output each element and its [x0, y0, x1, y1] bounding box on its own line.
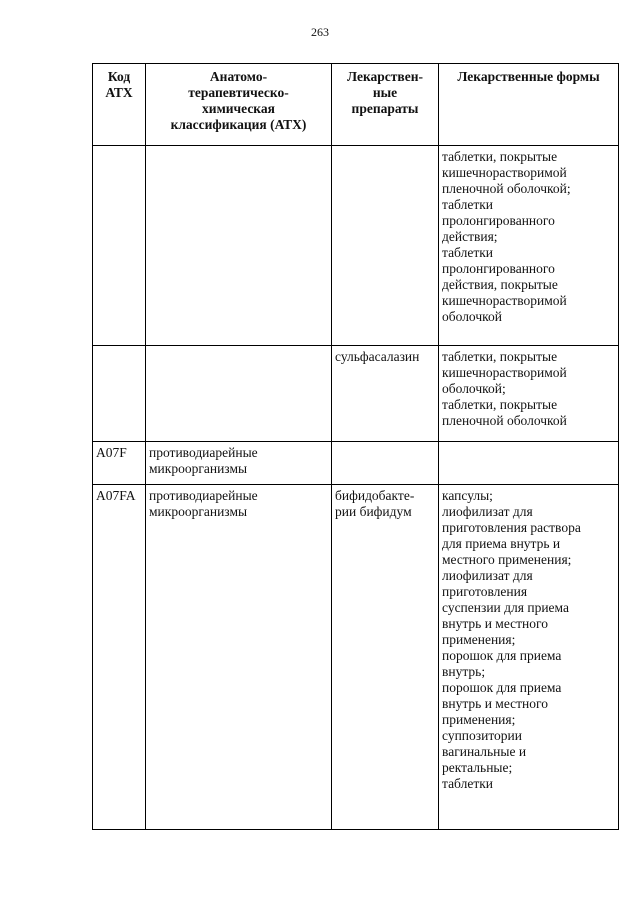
dosage-forms-cell	[439, 485, 619, 830]
atc-drug-table	[92, 63, 619, 830]
dosage-forms-cell	[439, 346, 619, 442]
cell-text-line: действия, покрытые	[442, 277, 558, 292]
cell-text-line: таблетки	[442, 776, 494, 791]
cell-text-line: АТХ	[105, 85, 133, 100]
table-row	[93, 442, 619, 485]
cell-text-line: для приема внутрь и	[442, 536, 561, 551]
cell-text-line: Лекарствен-	[347, 69, 423, 84]
cell-text-line: противодиарейные	[149, 445, 258, 460]
cell-text-line: капсулы;	[442, 488, 493, 503]
cell-text-line: пролонгированного	[442, 213, 555, 228]
classification-cell	[146, 485, 332, 830]
cell-text-line: A07FA	[96, 488, 136, 503]
cell-text-line: препараты	[351, 101, 419, 116]
cell-text-line: применения;	[442, 712, 516, 727]
cell-text-line: внутрь и местного	[442, 616, 548, 631]
classification-cell	[146, 442, 332, 485]
cell-text-line: пролонгированного	[442, 261, 555, 276]
atc-code-cell	[93, 146, 146, 346]
drug-cell	[332, 346, 439, 442]
atc-code-cell	[93, 442, 146, 485]
header-drugs	[332, 64, 439, 146]
cell-text-line: микроорганизмы	[149, 504, 248, 519]
dosage-forms-cell	[439, 146, 619, 346]
table-header-row	[93, 64, 619, 146]
cell-text-line: рии бифидум	[335, 504, 412, 519]
header-atc-code	[93, 64, 146, 146]
cell-text-line: действия;	[442, 229, 498, 244]
cell-text-line: Лекарственные формы	[457, 69, 600, 84]
drug-cell	[332, 442, 439, 485]
header-dosage-forms	[439, 64, 619, 146]
cell-text-line: внутрь;	[442, 664, 486, 679]
cell-text-line: таблетки, покрытые	[442, 349, 558, 364]
cell-text-line: пленочной оболочкой	[442, 413, 567, 428]
cell-text-line: кишечнорастворимой	[442, 165, 567, 180]
cell-text-line: порошок для приема	[442, 648, 562, 663]
cell-text-line: ные	[372, 85, 398, 100]
cell-text-line: внутрь и местного	[442, 696, 548, 711]
cell-text-line: оболочкой	[442, 309, 502, 324]
page-number: 263	[311, 25, 329, 39]
cell-text-line: лиофилизат для	[442, 504, 533, 519]
cell-text-line: местного применения;	[442, 552, 572, 567]
cell-text-line: классификация (АТХ)	[170, 117, 307, 132]
cell-text-line: терапевтическо-	[188, 85, 289, 100]
classification-cell	[146, 146, 332, 346]
cell-text-line: таблетки	[442, 245, 494, 260]
table-row	[93, 485, 619, 830]
cell-text-line: ректальные;	[442, 760, 513, 775]
cell-text-line: вагинальные и	[442, 744, 527, 759]
cell-text-line: приготовления раствора	[442, 520, 581, 535]
classification-cell	[146, 346, 332, 442]
cell-text-line: микроорганизмы	[149, 461, 248, 476]
cell-text-line: оболочкой;	[442, 381, 506, 396]
cell-text-line: порошок для приема	[442, 680, 562, 695]
cell-text-line: A07F	[96, 445, 127, 460]
cell-text-line: суппозитории	[442, 728, 522, 743]
cell-text-line: пленочной оболочкой;	[442, 181, 571, 196]
dosage-forms-cell	[439, 442, 619, 485]
cell-text-line: таблетки, покрытые	[442, 397, 558, 412]
cell-text-line: Код	[107, 69, 131, 84]
table-row	[93, 346, 619, 442]
cell-text-line: применения;	[442, 632, 516, 647]
cell-text-line: кишечнорастворимой	[442, 293, 567, 308]
header-atc-classification	[146, 64, 332, 146]
cell-text-line: противодиарейные	[149, 488, 258, 503]
cell-text-line: кишечнорастворимой	[442, 365, 567, 380]
cell-text-line: приготовления	[442, 584, 528, 599]
cell-text-line: таблетки	[442, 197, 494, 212]
cell-text-line: лиофилизат для	[442, 568, 533, 583]
atc-code-cell	[93, 346, 146, 442]
cell-text-line: таблетки, покрытые	[442, 149, 558, 164]
atc-code-cell	[93, 485, 146, 830]
cell-text-line: бифидобакте-	[335, 488, 415, 503]
cell-text-line: химическая	[202, 101, 275, 116]
drug-cell	[332, 485, 439, 830]
drug-cell	[332, 146, 439, 346]
table-row	[93, 146, 619, 346]
cell-text-line: суспензии для приема	[442, 600, 569, 615]
cell-text-line: сульфасалазин	[335, 349, 420, 364]
cell-text-line: Анатомо-	[209, 69, 268, 84]
